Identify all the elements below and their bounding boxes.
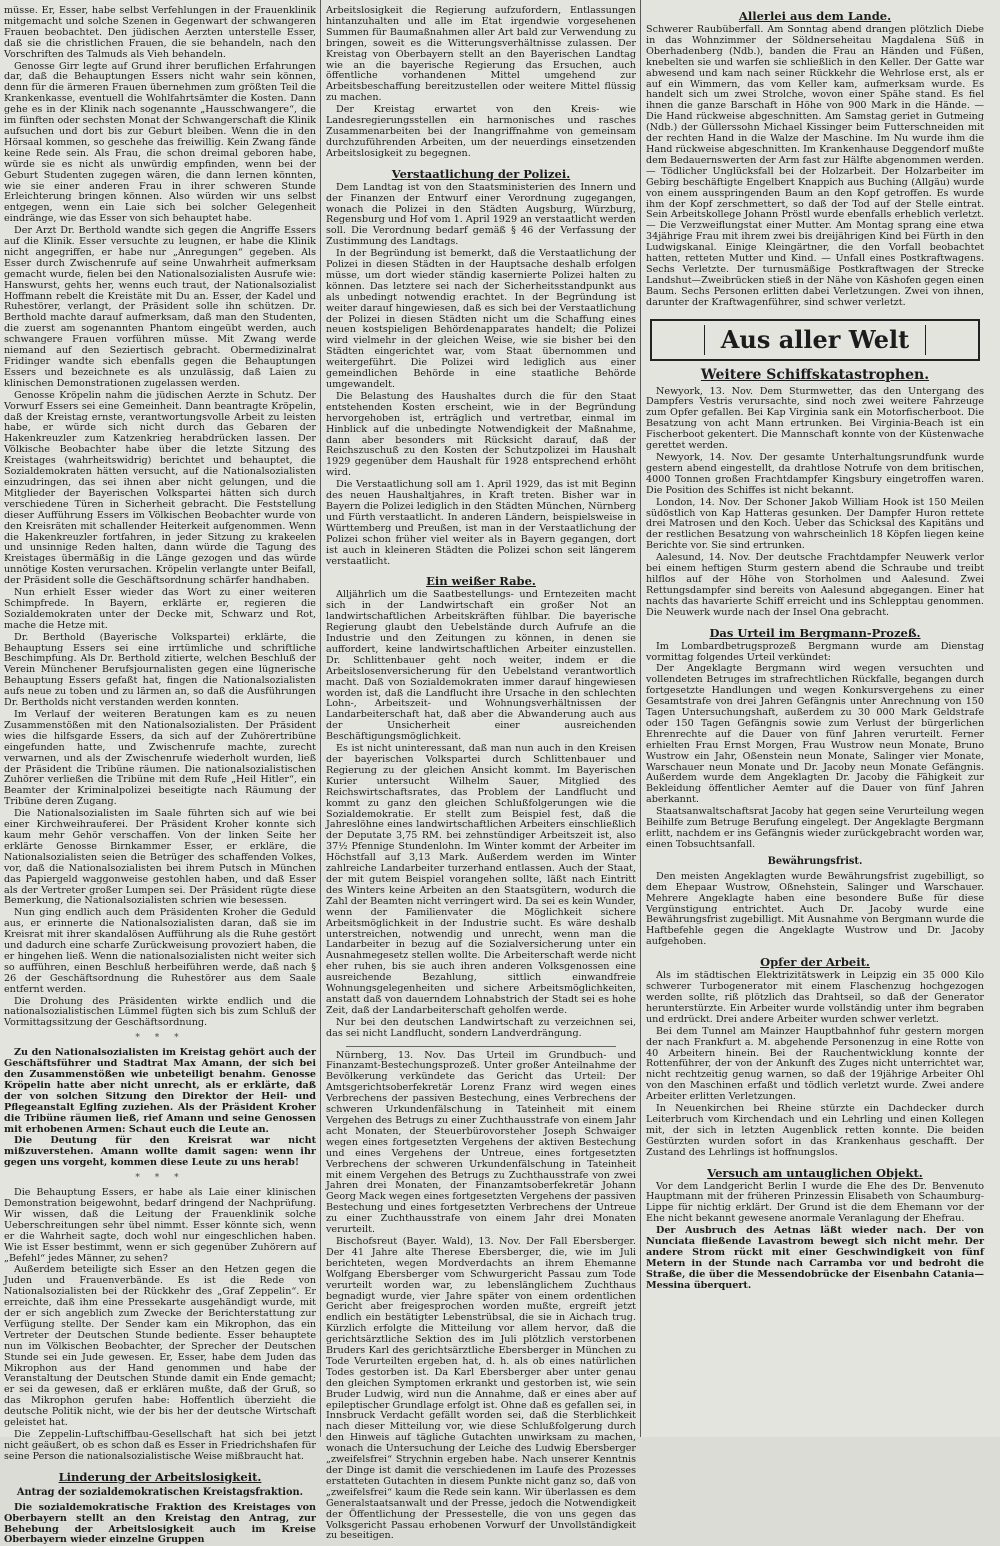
- divider: [346, 1046, 616, 1047]
- col3-para-11: Bei dem Tunnel am Mainzer Hauptbahnhof fuhr gestern morgen der nach Frankfurt a. M. abgehende Personenzug in eine Rotte von 40 Arbeitern hinein. Bei der Rauchentwicklung konnte der Rottenführer, der von der Ankunft des Zuges nicht unterrichtet war, nicht rechtzeitig genug warnen, so daß der 19jährige Arbeiter Ohl von den Maschinen erfaßt und tödlich verletzt wurde. Zwei andere Arbeiter erlitten Verletzungen.: [646, 1025, 984, 1103]
- col1-para-11: Die Behauptung Essers, er habe als Laie einer klinischen Demonstration beigewohnt, bedarf dringend der Nachprüfung. Wir wissen, daß die Leitung der Frauenklinik solche Ueberschreitungen sehr übel nimmt. Esser könnte sich, wenn er die Wahrheit sagte, doch wohl nur eingeschlichen haben. Wie ist Esser bestimmt, wenn er sich gegenüber Zuhörern auf „Befehl“ jedes Männer, zu sehen?: [4, 1187, 316, 1264]
- section-box-aus-aller-welt: [650, 319, 980, 361]
- headline-rabe: Ein weißer Rabe.: [426, 574, 536, 589]
- headline-polizei: Verstaatlichung der Polizei.: [391, 166, 571, 181]
- col2-para-1: Arbeitslosigkeit die Regierung aufzufordern, Entlassungen hintanzuhalten und alle im Etat irgendwie vorgesehenen Summen für Baumaßnahmen aller Art bald zur Verwendung zu bringen, soweit es die Witterungsverhältnisse zulassen. Der Kreistag von Oberbayern stellt an den Bayerischen Landtag wie an die bayerische Regierung das Ersuchen, auch öffentliche vorhandenen Mittel umgehend zur Arbeitsbeschaffung bereitzustellen oder weitere Mittel flüssig zu machen.: [326, 5, 636, 104]
- subheadline-antrag: Antrag der sozialdemokratischen Kreistagsfraktion.: [16, 1486, 304, 1498]
- col3-para-14: Der Ausbruch des Aetnas läßt wieder nach. Der von Nunciata fließende Lavastrom bewegt sich nicht mehr. Der andere Strom rückt mit einer Geschwindigkeit von fünf Metern in der Stunde nach Carramba vor und bedroht die Straße, die über die Messendobrücke der Eisenbahn Catania—Messina überquert.: [646, 1225, 984, 1291]
- col1-para-10: Die Drohung des Präsidenten wirkte endlich und die nationalsozialistischen Lümmel fügten sich bis zum Schluß der Vormittagssitzung der Geschäftsordnung.: [4, 995, 316, 1029]
- col3-para-9: Den meisten Angeklagten wurde Bewährungsfrist zugebilligt, so dem Ehepaar Wustrow, Oßnehstein, Salinger und Warschauer. Mehrere Angeklagte haben eine besondere Buße für diese Vergünstigung entrichtet. Auch Dr. Jacoby wurde eine Bewährungsfrist zugebilligt. Mit Ausnahme von Bergmann wurde die Haftbefehle gegen die Angeklagte Wustrow und Dr. Jacoby aufgehoben.: [646, 870, 985, 948]
- col1-para-6: Dr. Berthold (Bayerische Volkspartei) erklärte, die Behauptung Essers sei eine irrtümliche und schriftliche Beschimpfung. Als Dr. Berthold zitierte, welchen Beschluß der Verein Münchener Berufsjournalisten gegen eine lügnerische Behauptung Essers gefaßt hat, fingen die Nationalsozialisten aufs neue zu toben und zu lärmen an, so daß die Ausführungen Dr. Bertholds nicht verstanden werden konnten.: [4, 631, 316, 709]
- col2-para-9: Nur bei den deutschen Landwirtschaft zu verzeichnen sei, das sei nicht Landflucht, sondern Landverdrängung.: [326, 1016, 636, 1039]
- col2-para-3: Dem Landtag ist von den Staatsministerien des Innern und der Finanzen der Entwurf einer Verordnung zugegangen, wonach die Polizei in den Städten Augsburg, Würzburg, Regensburg und Hof vom 1. April 1929 an verstaatlicht werden soll. Die Verordnung bedarf gemäß § 46 der Verfassung der Zustimmung des Landtags.: [326, 181, 636, 248]
- col3-para-5: Aalesund, 14. Nov. Der deutsche Frachtdampfer Neuwerk verlor bei einem heftigen Sturm gestern abend die Schraube und treibt hilflos auf der Höhe von Storholmen und Aalesund. Zwei Rettungsdampfer sind bereits von Aalesund abgegangen. Einer hat nachts das havarierte Schiff erreicht und ins Schlepptau genommen. Die Neuwerk wurde nach der Insel Ona gebracht.: [646, 552, 984, 618]
- headline-opfer: Opfer der Arbeit.: [760, 955, 870, 970]
- col2-para-6: Die Verstaatlichung soll am 1. April 1929, das ist mit Beginn des neuen Haushaltjahres, in Kraft treten. Bisher war in Bayern die Polizei lediglich in den Städten München, Nürnberg und Fürth verstaatlicht. In anderen Ländern, beispielsweise in Württemberg und Preußen, ist man in der Verstaatlichung der Polizei schon früher viel weiter als in Bayern gegangen, dort ist auch in kleineren Städten die Polizei schon seit längerem verstaatlicht.: [326, 479, 636, 567]
- col1-para-12: Außerdem beteiligte sich Esser an den Hetzen gegen die Juden und Frauenverbände. Es ist die Rede von Nationalsozialisten bei der Rückkehr des „Graf Zeppelin“. Er erreichte, daß ihm eine Pressekarte ausgehändigt wurde, mit der er sich angeblich zum Zwecke der Berichterstattung zur Verfügung stellte. Der Sender kam ein Mikrophon, das ein Vertreter der Deutschen Stunde bediente. Esser behauptete nun im Völkischen Beobachter, der Sprecher der Deutschen Stunde sei ein Jude gewesen. Er, Esser, habe dem Juden das Mikrophon aus der Hand genommen und habe der Veranstaltung der Deutschen Stunde damit ein Ende gemacht; er sei da gewesen, daß er erklären mußte, daß der Gruß, so das Mikrophon gerufen habe: Hoffentlich überzieht die deutsche Politik nicht, wie der bis her der deutsche Wirtschaft geleistet hat.: [4, 1264, 316, 1429]
- headline-arbeitslosigkeit: Linderung der Arbeitslosigkeit.: [58, 1469, 262, 1484]
- column-rule-2: [640, 0, 641, 1437]
- col1-para-5: Nun erhielt Esser wieder das Wort zu einer weiteren Schimpfrede. In Bayern, erklärte er, regieren die Sozialdemokraten unter der Decke mit, Schwarz und Rot, mache die Hetze mit.: [4, 587, 316, 631]
- col1-para-7: Im Verlauf der weiteren Beratungen kam es zu neuen Zusammenstößen mit den Nationalsozialisten. Der Präsident wies die hilfsgarde Essers, da sich auf der Zuhörertribüne eingefunden hatte, und Zwischenrufe machte, zurecht verwarnen, und als der Zwischenrufe wiederholt wurden, ließ der Präsident die Tribüne räumen. Die nationalsozialistischen Zuhörer verließen die Tribüne mit dem Rufe „Heil Hitler“, ein Beamter der Kriminalpolizei beseitigte nach Räumung der Tribüne deren Zugang.: [4, 709, 316, 808]
- col1-para-3: Der Arzt Dr. Berthold wandte sich gegen die Angriffe Essers auf die Klinik. Esser versuchte zu leugnen, er habe die Klinik nicht angegriffen, er habe nur „Anregungen“ gegeben. Als Esser durch Zwischenrufe auf seine Unwahrheit aufmerksam gemacht wurde, fielen bei den Nationalsozialisten Ausrufe wie: Hanswurst, gehts her, wenns euch traut, der Nationalsozialist Hoffmann rebelt die Kreistäte mit Du an. Esser, der Kadel und Ruhestörer, verlangt, der Präsident solle ihn schützen. Dr. Berthold machte darauf aufmerksam, daß man den Studenten, die zuerst am sogenannten Phantom eingeübt werden, auch schwangere Frauen vorführen müsse. Mit Zwang werde niemand auf den Seziertisch gebracht. Obermedizinalrat Fridinger wandte sich ebenfalls gegen die Behauptungen Essers und bezeichnete es als unzulässig, daß Laien zu klinischen Demonstrationen zugelassen werden.: [4, 225, 316, 389]
- headline-bergmann: Das Urteil im Bergmann-Prozeß.: [709, 625, 921, 640]
- col3-para-1: Schwerer Raubüberfall. Am Sonntag abend drangen plötzlich Diebe in das Wohnzimmer der Söldnerseheitau Magdalena Süß in Oberhadenberg (Ndb.), banden die Frau an Händen und Füßen, knebelten sie und warfen sie schließlich in den Keller. Der Gatte war abwesend und kam nach seiner Rückkehr die Wehrlose erst, als er auf ein Wimmern, das vom Keller kam, aufmerksam wurde. Es handelt sich um zwei Strolche, wovon einer Spähe stand. Es fiel ihnen die ganze Barschaft in Höhe von 900 Mark in die Hände. — Die Hand rückweise abgeschnitten. Am Samstag geriet in Gutmeing (Ndb.) der Güllerssohn Michael Kissinger beim Futterschneiden mit der rechten Hand in die Walze der Maschine. Im Nu wurde ihm die Hand rückweise abgeschnitten. Im Krankenhause Deggendorf mußte dem Bedauernswerten der Arm fast zur Hälfte abgenommen werden. — Tödlicher Unglücksfall bei der Holzarbeit. Der Holzarbeiter im Gebirg beschäftigte Engelbert Knappich aus Buching (Allgäu) wurde von einem ausspringenden Baum an den Kopf getroffen. Es wurde ihm der Kopf zerschmettert, so daß der Tod auf der Stelle eintrat. Sein Arbeitskollege Johann Pröstl wurde ebenfalls erheblich verletzt. — Die Verzweiflungstat einer Mutter. Am Montag sprang eine etwa 34jährige Frau mit ihrem zwei bis dreijährigen Kind bei Fürth in den Ludwigskanal. Einige Kleingärtner, die den Vorfall beobachtet hatten, retteten Mutter und Kind. — Unfall eines Postkraftwagens. Sechs Verletzte. Der turnusmäßige Postkraftwagen der Strecke Landshut—Zweibrücken stieß in der Nähe von Käshofen gegen einen Baum. Sechs Personen erlitten dabei Verletzungen. Zwei von ihnen, darunter der Kraftwagenführer, sind schwer verletzt.: [646, 24, 984, 308]
- col3-para-6: Im Lombardbetrugsprozeß Bergmann wurde am Dienstag vormittag folgendes Urteil verkündet:: [646, 640, 984, 663]
- col2-para-2: Der Kreistag erwartet von den Kreis- wie Landesregierungsstellen ein harmonisches und rasches Zusammenarbeiten bei der Inangriffnahme von gemeinsam durchzuführenden Arbeiten, um der neuerdings einsetzenden Arbeitslosigkeit zu begegnen.: [326, 104, 636, 159]
- column-3: [646, 6, 984, 1431]
- col3-para-4: London, 14. Nov. Der Schoner Jakob William Hook ist 150 Meilen südöstlich von Kap Hatteras gesunken. Der Dampfer Huron rettete drei Matrosen und den Koch. Ueber das Schicksal des Kapitäns und der restlichen Besatzung von wahrscheinlich 18 Köpfen liegen keine Berichte vor. Sie sind ertrunken.: [646, 496, 984, 552]
- col1-para-4: Genosse Kröpelin nahm die jüdischen Aerzte in Schutz. Der Vorwurf Essers sei eine Gemeinheit. Dann beantragte Kröpelin, daß der Kreistag ernste, verantwortungsvolle Arbeit zu leisten habe, er würde sich nicht durch das Gebaren der Hakenkreuzler zum Katzenkrieg herabdrücken lassen. Der Völkische Beobachter habe über die letzte Sitzung des Kreistages (wahrheitswidrig) berichtet und behauptet, die Sozialdemokraten hätten versucht, auf die Nationalsozialisten einzudringen, das sei ihnen aber nicht gelungen, und die Mitglieder der Bayerischen Volkspartei hätten sich durch verschiedene Türen in Sicherheit gebracht. Die Feststellung dieser Aufführung Essers im Völkischen Beobachter wurde von den Kreisräten mit schallender Heiterkeit aufgenommen. Wenn die Hakenkreuzler fortfahren, in jeder Sitzung zu krakeelen und unsinnige Reden halten, dann würde die Tagung des Kreistages übermäßig in die Länge gezogen und das würde unnötige Kosten verursachen. Kröpelin verlangte unter Beifall, der Präsident solle die Geschäftsordnung schärfer handhaben.: [4, 389, 316, 587]
- separator: * * *: [135, 1173, 185, 1184]
- col3-para-8: Staatsanwaltschaftsrat Jacoby hat gegen seine Verurteilung wegen Beihilfe zum Betruge Berufung eingelegt. Der Angeklagte Bergmann erlitt, nachdem er ins Gefängnis wieder zurückgebracht worden war, einen Tobsuchtsanfall.: [646, 806, 984, 850]
- col1-para-9: Nun ging endlich auch dem Präsidenten Kroher die Geduld aus, er erinnerte die Nationalsozialisten daran, daß sie im Kreisrat mit ihrer skandalösen Aufführung als die Ruhe gestört und dadurch eine scharfe Zurückweisung provoziert haben, die er hingehen ließ. Wenn die nationalsozialisten nicht weiter sich so aufführen, einen Beschluß herbeiführen werde, daß nach § 26 der Geschäftsordnung die Ruhestörer aus dem Saale entfernt werden.: [4, 907, 316, 995]
- headline-allerlei: Allerlei aus dem Lande.: [738, 9, 892, 23]
- col2-para-7: Alljährlich um die Saatbestellungs- und Erntezeiten macht sich in der Landwirtschaft ein großer Not an landwirtschaftlichen Arbeitskräften fühlbar. Die bayerische Regierung glaubt den Uebelstände durch Aufrufe an die Industrie und den Zeitungen zu können, in denen sie auffordert, keine landwirtschaftlichen Arbeiter einzustellen. Dr. Schlittenbauer geht noch weiter, indem er die Arbeitslosenversicherung für den Uebelstand verantwortlich macht. Daß von Sozialdemokraten immer darauf hingewiesen worden ist, daß die Landflucht ihre Ursache in den schlechten Lohn-, Arbeitszeit- und Wohnungsverhältnissen der Landarbeiterschaft hat, daß aber die Abwanderung auch aus der Unsicherheit einer ausreichenden Beschäftigungsmöglichkeit.: [326, 589, 636, 743]
- section-title: Aus aller Welt: [704, 325, 926, 355]
- col3-para-3: Newyork, 14. Nov. Der gesamte Unterhaltungsrundfunk wurde gestern abend eingestellt, da drahtlose Notrufe von dem britischen, 4000 Tonnen großen Frachtdampfer Kingsbury eingetroffen waren. Die Position des Schiffes ist nicht bekannt.: [646, 452, 984, 496]
- column-1: [4, 5, 316, 1546]
- col2-para-4: In der Begründung ist bemerkt, daß die Verstaatlichung der Polizei in diesen Städten in der Hauptsache deshalb erfolgen müsse, um dort wieder ständig kasernierte Polizei halten zu können. Das letztere sei nach der Sicherheitsstandpunkt aus als unbedingt notwendig erachtet. In der Begründung ist weiter darauf hingewiesen, daß es sich bei der Verstaatlichung der Polizei in diesen Städten nicht um die Schaffung eines neuen kostspieligen Behördenapparates handelt; die Polizei wird vielmehr in der gleichen Weise, wie sie bisher bei den Städten eingerichtet war, vom Staat übernommen und weitergeführt. Die Polizei wird lediglich aus einer gemeindlichen Behörde in eine staatliche Behörde umgewandelt.: [326, 248, 636, 390]
- col3-para-7: Der Angeklagte Bergmann wird wegen versuchten und vollendeten Betruges im strafrechtlichen Rückfalle, begangen durch fortgesetzte Handlungen und wegen Konkursvergehens zu einer Gesamtstrafe von drei Jahren Gefängnis unter Anrechnung von 150 Tagen Untersuchungshaft, außerdem zu 30 000 Mark Geldstrafe oder 150 Tagen Gefängnis sowie zum Verlust der bürgerlichen Ehrenrechte auf die Dauer von fünf Jahren verurteilt. Ferner erhielten Frau Ernst Morgen, Frau Wustrow neun Monate, Bruno Wustrow ein Jahr, Oßenstein neun Monate, Salinger vier Monate, Warschauer neun Monate und Dr. Jacoby neun Monate Gefängnis. Außerdem wurde dem Angeklagten Dr. Jacoby die Fähigkeit zur Bekleidung öffentlicher Aemter auf die Dauer von fünf Jahren aberkannt.: [646, 663, 984, 806]
- separator: * * *: [135, 1033, 185, 1044]
- col3-para-12: In Neuenkirchen bei Rheine stürzte ein Dachdecker durch Leiterbruch vom Kirchendach und ein Lehrling und einen Kollegen mit, der sich in letzten Augenblick retten konnte. Die beiden Gestürzten wurden sofort in das Krankenhaus geschafft. Der Zustand des Lehrlings ist hoffnungslos.: [646, 1103, 984, 1158]
- column-2: [326, 5, 636, 1542]
- col1-para-1: müsse. Er, Esser, habe selbst Verfehlungen in der Frauenklinik mitgemacht und solche Szenen in Gegenwart der schwangeren Frauen beobachtet. Den jüdischen Aerzten unterstelle Esser, daß sie die christlichen Frauen, die sie behandeln, nach den Vorschriften des Talmuds als Vieh behandeln.: [4, 5, 316, 60]
- col1-note-2: Die Deutung für den Kreisrat war nicht mißzuverstehen. Amann wollte damit sagen: wenn ihr gegen uns vorgeht, kommen diese Leute zu uns herab!: [4, 1135, 316, 1169]
- subheadline-bewaehrung: Bewährungsfrist.: [767, 855, 863, 867]
- col1-note-1: Zu den Nationalsozialisten im Kreistag gehört auch der Geschäftsführer und Stadtrat Max Amann, der sich bei den Zusammenstößen wie unbeteiligt benahm. Genosse Kröpelin hatte aber nicht unrecht, als er erklärte, daß der von solchen Sitzung den Direktor der Heil- und Pflegeanstalt Eglfing zuziehen. Als der Präsident Kroher die Tribüne räumen ließ, rief Amann und seine Genossen mit erhobenen Armen: Schaut euch die Leute an.: [4, 1047, 316, 1135]
- col1-para-2: Genosse Girr legte auf Grund ihrer beruflichen Erfahrungen dar, daß die Behauptungen Essers nicht wahr sein können, denn für die ärmeren Frauen übernehmen zum größten Teil die Krankenkasse, eventuell die Wohlfahrtsämter die Kosten. Dann gehe es in der Klinik nach sogenannte „Hausschwangere“, die im fünften oder sechsten Monat der Schwangerschaft die Klinik aufsuchen und dort bis zur Geburt bleiben. Wenn die in den Hörsaal kommen, so geschehe das freiwillig. Kein Zwang fände keine Rede sein. Als Frau, die schon dreimal geboren habe, würde sie es nicht als unwürdig empfinden, wenn bei der Geburt Studenten zugegen wären, die dann lernen könnten, wie sie einer anderen Frau in ihrer schweren Stunde Erleichterung bringen können. Also würden wir uns selbst entgegen, wenn ein Laie sich bei solcher Gelegenheit eindränge, wie das Esser von sich behauptet habe.: [4, 60, 316, 225]
- col2-para-10: Nürnberg, 13. Nov. Das Urteil im Grundbuch- und Finanzamt-Bestechungsprozeß. Unter großer Anteilnahme der Bevölkerung verkündete das Gericht das Urteil: Der Amtsgerichtsoberfekretär Lorenz Franz wird wegen eines Verbrechens der passiven Bestechung, eines Verbrechens der schweren Urkundenfälschung in Tateinheit mit einem Vergehen des Betrugs zu einer Zuchthausstrafe von einem Jahr acht Monaten, der Steuerbürovorsteher Joseph Schwaiger wegen eines fortgesetzten Vergehens der aktiven Bestechung und eines Vergehens der Untreue, eines fortgesetzten Verbrechens der schweren Urkundenfälschung in Tateinheit mit einem Vergehen des Betrugs zu Zuchthausstrafe von zwei Jahren drei Monaten, der Finanzamtsoberfekretär Johann Georg Mack wegen eines fortgesetzten Vergehens der passiven Bestechung und eines fortgesetzten Verbrechens der Untreue zu einer Zuchthausstrafe von einem Jahr drei Monaten verurteilt.: [326, 1049, 636, 1236]
- headline-versuch: Versuch am untauglichen Objekt.: [707, 1165, 923, 1180]
- headline-schiffskatastrophen: Weitere Schiffskatastrophen.: [700, 366, 930, 383]
- column-rule-1: [320, 0, 321, 1437]
- col1-para-14: Die sozialdemokratische Fraktion des Kreistages von Oberbayern stellt an den Kreistag den Antrag, zur Behebung der Arbeitslosigkeit auch im Kreise Oberbayern wieder einzelne Gruppen: [4, 1501, 316, 1546]
- col3-para-13: Vor dem Landgericht Berlin I wurde die Ehe des Dr. Benvenuto Hauptmann mit der früheren Prinzessin Elisabeth von Schaumburg-Lippe für nichtig erklärt. Der Grund ist die dem Ehemann vor der Ehe nicht bekannt gewesene anormale Veranlagung der Ehefrau.: [646, 1180, 984, 1225]
- col1-para-8: Die Nationalsozialisten im Saale führten sich auf wie bei einer Kirchweihrauferei. Der Präsident Kroher konnte sich kaum mehr Gehör verschaffen. Von der linken Seite her erklärte Genosse Birnkammer Esser, er erkläre, die Nationalsozialisten seien die Betrüger des schaffenden Volkes, vor, daß die Nationalsozialisten bei ihrem Putsch in München das Papiergeld waggonweise gestohlen haben, und daß Esser als der Vertreter großer Lumpen sei. Der Präsident rügte diese Bemerkung, die Nationalsozialisten schrien wie besessen.: [4, 808, 316, 907]
- col2-para-5: Die Belastung des Haushaltes durch die für den Staat entstehenden Kosten erscheint, wie in der Begründung hervorgehoben ist, erträglich und vertretbar, einmal im Hinblick auf die unbedingte Notwendigkeit der Maßnahme, dann aber besonders mit Rücksicht darauf, daß der Reichszuschuß zu den Kosten der Schutzpolizei im Haushalt 1929 gegenüber dem Haushalt für 1928 entsprechend erhöht wird.: [326, 390, 636, 479]
- col1-para-13: Die Zeppelin-Luftschiffbau-Gesellschaft hat sich bei jetzt nicht geäußert, ob es schon daß es Esser in Friedrichshafen für seine Person die nationalsozialistische Weise mißbraucht hat.: [4, 1429, 316, 1462]
- col3-para-10: Als im städtischen Elektrizitätswerk in Leipzig ein 35 000 Kilo schwerer Turbogenerator mit einem Flaschenzug hochgezogen werden sollte, riß plötzlich das Drahtseil, so daß der Generator herunterstürzte. Ein Arbeiter wurde vollständig unter ihm begraben und erdrückt. Drei andere Arbeiter wurden schwer verletzt.: [646, 970, 984, 1025]
- col3-para-2: Newyork, 13. Nov. Dem Sturmwetter, das den Untergang des Dampfers Vestris verursachte, sind noch zwei weitere Fahrzeuge zum Opfer gefallen. Bei Kap Virginia sank ein Motorfischerboot. Die Besatzung von acht Mann ertrunken. Bei Virginia-Beach ist ein Fischerboot gekentert. Die Mannschaft konnte von der Küstenwache gerettet werden.: [646, 385, 984, 452]
- col2-para-8: Es ist nicht uninteressant, daß man nun auch in den Kreisen der bayerischen Volkspartei durch Schlittenbauer und Regierung zu der gleichen Ansicht kommt. Im Bayerischen Kurier untersucht Wilhelm Sauer, Mitglied des Reichswirtschaftsrates, das Problem der Landflucht und kommt zu ganz den gleichen Schlußfolgerungen wie die Sozialdemokratie. Er stellt zum Beispiel fest, daß die Jahreslöhne eines landwirtschaftlichen Arbeiters einschließlich der Deputate 3,75 RM. bei zehnstündiger Arbeitszeit ist, also 37½ Pfennige Stundenlohn. Im Winter kommt der Arbeiter im Höchstfall auf 3,13 Mark. Außerdem werden im Winter zahlreiche Landarbeiter turzerhand entlassen. Auch der Staat, der mit gutem Beispiel vorangehen sollte, läßt nach Eintritt des Winters keine Arbeiten an den Staatsgütern, wodurch die Zahl der Beamten nicht verringert wird. Da sei es kein Wunder, wenn der Familienvater die Möglichkeit sichere Arbeitsmöglichkeit in der Industrie sucht. Es wäre deshalb unterstreichen, notwendig und unrecht, wenn man die Landarbeiter in bezug auf die Sozialversicherung unter ein Ausnahmegesetz stellen wollte. Die Arbeiterschaft werde nicht eher ruhen, bis sie auch ihren anderen Volksgenossen eine ausreichende Bezahlung, sittlich einwandfreie Wohnungsgelegenheiten und sichere Arbeitsmöglichkeiten, anstatt daß von dauerndem Lohnabstrich der Stadt sei es hohe Zeit, daß der Landarbeiterschaft geholfen werde.: [326, 743, 636, 1016]
- col2-para-11: Bischofsreut (Bayer. Wald), 13. Nov. Der Fall Ebersberger. Der 41 Jahre alte Therese Ebersberger, die, wie im Juli berichteten, wegen Mordverdachts an ihrem Ehemanne Wolfgang Ebersberger vom Schwurgericht Passau zum Tode verurteilt worden war, zu lebenslänglichem Zuchthaus begnadigt wurde, vier Jahre später von einem ordentlichen Gericht aber freigesprochen worden mußte, ergreift jetzt endlich ein bestätigter Lebenstrübsal, die sie in Aichach trug. Kürzlich erfolgte die Mitteilung vor allem hervor, daß die gerichtsärztliche Sektion des im Juli plötzlich verstorbenen Bruders Karl des gerichtsärztliche Ebersberger in München zu Tode Verurteilten ergeben hat, d. h. als ob eines natürlichen Todes gestorben ist. Da Karl Ebersberger aber unter genau den gleichen Symptomen erkrankt und gestorben ist, wie sein Bruder Ludwig, wird nun die Annahme, daß er eines aber auf epileptischer Grundlage erfolgt ist. Ohne daß es gefallen sei, in Innsbruck Verdacht gefällt worden sei, daß die Sterblichkeit nach dieser Mitteilung vor, wie diese Schlußfolgerung durch den Hinweis auf tägliche Gutachten unwirksam zu machen, wonach die Untersuchung der Leiche des Ludwig Ebersberger „zweifelsfrei“ Strychnin ergeben habe. Nach unserer Kenntnis der Dinge ist damit die verschiedenen im Laufe des Prozesses erstatteten Gutachten in diesem Punkte nicht ganz so, daß von „zweifelsfrei“ kaum die Rede sein kann. Wir überlassen es dem Generalstaatsanwalt und der Presse, jedoch die Notwendigkeit der Öffentlichung der Pressestelle, die von uns gegen das Volksgericht Passau erhobenen Vorwurf der Unvollständigkeit zu beseitigen.: [326, 1235, 636, 1542]
